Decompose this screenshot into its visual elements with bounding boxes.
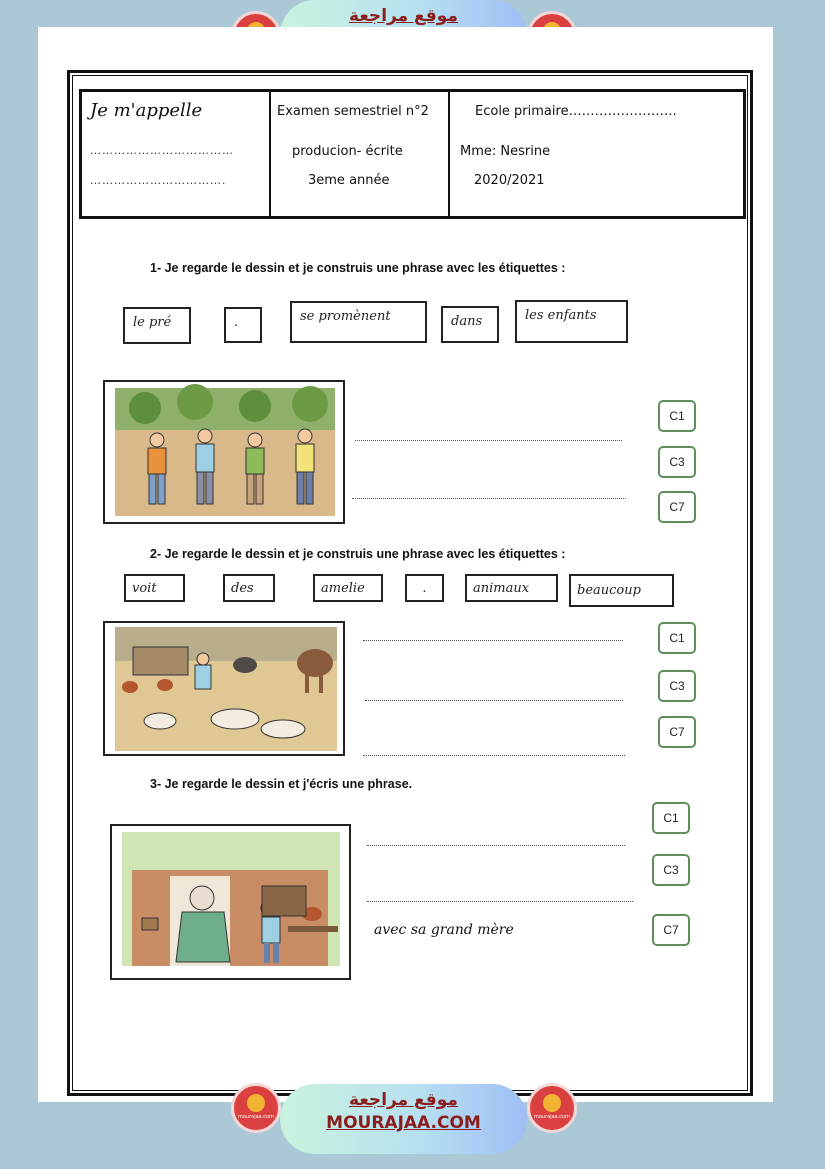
q2-tag-amelie[interactable]: amelie [313,574,383,602]
q1-tag-dans[interactable]: dans [441,306,499,343]
q1-criterion-c3: C3 [658,446,696,478]
name-dots-2: ……………………………. [90,174,227,187]
q2-prompt: 2- Je regarde le dessin et je construis une phrase avec les étiquettes : [150,547,566,561]
q3-answer-line-2[interactable] [367,901,633,902]
bottom-logo-left: mourajaa.com [231,1083,281,1133]
q1-criterion-c1: C1 [658,400,696,432]
school-label: Ecole primaire……………………. [475,104,677,119]
banner-latin: MOURAJAA.COM [326,1113,481,1133]
q2-answer-line-2[interactable] [365,700,623,701]
q3-prompt: 3- Je regarde le dessin et j'écris une phrase. [150,777,413,791]
q2-tag-beaucoup[interactable]: beaucoup [569,574,674,607]
bottom-logo-right: mourajaa.com [527,1083,577,1133]
q1-answer-line-1[interactable] [355,440,622,441]
exam-cell [271,92,450,216]
header-table [79,89,746,219]
bottom-banner[interactable] [280,1084,527,1154]
grandmother-chickens-illustration [112,826,349,978]
q1-tag-se-promenent[interactable]: se promènent [290,301,427,343]
q2-answer-line-3[interactable] [363,755,625,756]
q1-criterion-c7: C7 [658,491,696,523]
q2-criterion-c3: C3 [658,670,696,702]
q2-tag-voit[interactable]: voit [124,574,185,602]
q2-tag-des[interactable]: des [223,574,275,602]
exam-title: Examen semestriel n°2 [277,104,429,119]
q3-answer-line-1[interactable] [367,845,625,846]
q3-criterion-c3: C3 [652,854,690,886]
q1-answer-line-2[interactable] [352,498,626,499]
name-label: Je m'appelle [90,100,203,121]
school-cell [450,92,743,216]
q3-criterion-c7: C7 [652,914,690,946]
q3-criterion-c1: C1 [652,802,690,834]
exam-grade: 3eme année [308,173,390,188]
q1-prompt: 1- Je regarde le dessin et je construis une phrase avec les étiquettes : [150,261,566,275]
q1-tag-le-pre[interactable]: le pré [123,307,191,344]
q3-picture [110,824,351,980]
teacher-name: Mme: Nesrine [460,144,551,159]
q2-criterion-c7: C7 [658,716,696,748]
banner-arabic: موقع مراجعة [349,1090,458,1110]
farm-animals-illustration [105,623,343,754]
name-cell [82,92,271,216]
q2-criterion-c1: C1 [658,622,696,654]
exam-subject: producion- écrite [292,144,403,159]
q2-tag-animaux[interactable]: animaux [465,574,558,602]
q2-tag-period[interactable]: . [405,574,444,602]
q2-answer-line-1[interactable] [363,640,623,641]
q1-tag-les-enfants[interactable]: les enfants [515,300,628,343]
banner-arabic: موقع مراجعة [349,6,458,26]
q3-handwritten-ending: avec sa grand mère [374,922,514,938]
name-dots-1: ……………………………… [90,144,234,157]
school-year: 2020/2021 [474,173,545,188]
children-walking-illustration [105,382,343,522]
q1-picture [103,380,345,524]
q2-picture [103,621,345,756]
q1-tag-period[interactable]: . [224,307,262,343]
